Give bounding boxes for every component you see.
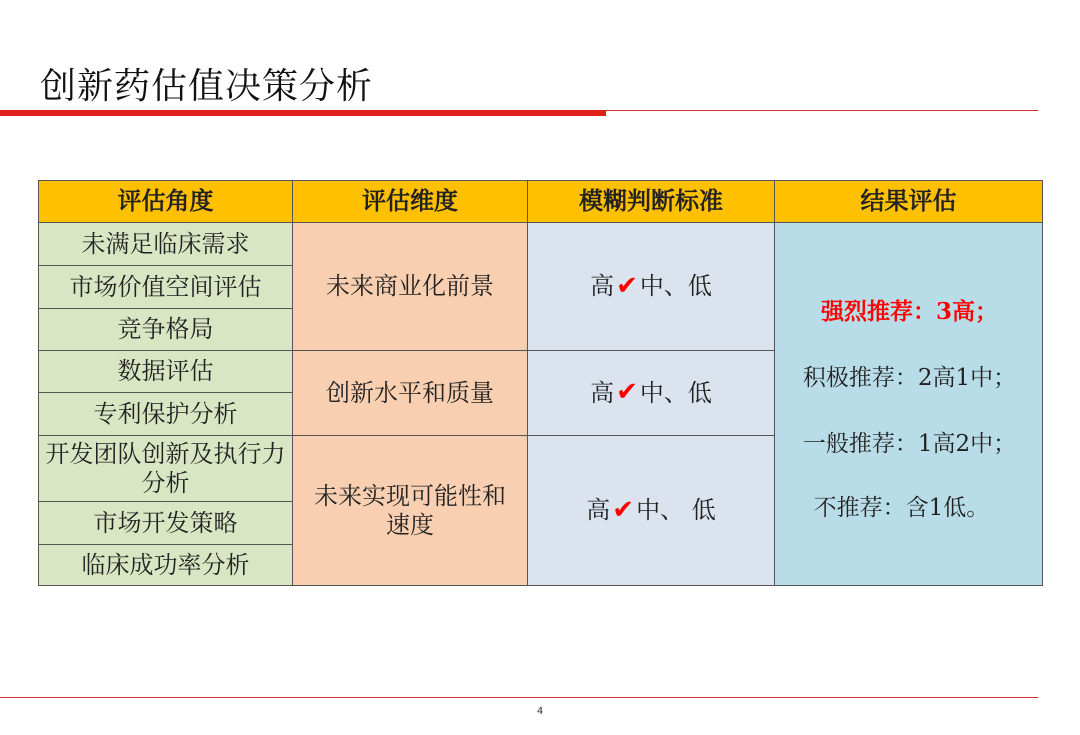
header-dimension: 评估维度: [292, 180, 528, 223]
criteria-rest: 中、低: [639, 378, 712, 407]
dimension-commercial: 未来商业化前景: [292, 222, 528, 351]
angle-team: 开发团队创新及执行力分析: [38, 435, 293, 502]
header-criteria: 模糊判断标准: [527, 180, 775, 223]
result-evaluation: [774, 222, 1043, 586]
check-icon: ✔: [612, 494, 635, 525]
criteria-commercial: [527, 222, 775, 351]
angle-patent: 专利保护分析: [38, 392, 293, 436]
angle-market-value: 市场价值空间评估: [38, 265, 293, 309]
page-title: 创新药估值决策分析: [40, 66, 374, 107]
footer-rule: [0, 697, 1038, 698]
criteria-rest: 中、低: [639, 272, 712, 301]
criteria-high: 高: [586, 496, 611, 525]
header-angle: 评估角度: [38, 180, 293, 223]
result-positive: 积极推荐：2高1中；: [802, 365, 1017, 391]
result-general: 一般推荐：1高2中；: [802, 431, 1017, 457]
criteria-high: 高: [590, 378, 615, 407]
check-icon: ✔: [616, 377, 638, 408]
angle-unmet-need: 未满足临床需求: [38, 222, 293, 266]
dimension-feasibility: 未来实现可能性和速度: [292, 435, 528, 586]
criteria-rest: 中、 低: [636, 496, 716, 525]
angle-data: 数据评估: [38, 350, 293, 393]
check-icon: ✔: [616, 270, 638, 301]
dimension-innovation: 创新水平和质量: [292, 350, 528, 436]
angle-competition: 竞争格局: [38, 308, 293, 351]
header-result: 结果评估: [774, 180, 1043, 223]
angle-market-strategy: 市场开发策略: [38, 501, 293, 545]
angle-clinical-success: 临床成功率分析: [38, 544, 293, 586]
title-accent-bar: [0, 110, 606, 116]
criteria-high: 高: [590, 272, 615, 301]
result-strong: 强烈推荐：3高；: [820, 298, 998, 325]
criteria-feasibility: [527, 435, 775, 586]
result-none: 不推荐：含1低。: [813, 495, 990, 521]
page-number: 4: [536, 706, 544, 717]
criteria-innovation: [527, 350, 775, 436]
